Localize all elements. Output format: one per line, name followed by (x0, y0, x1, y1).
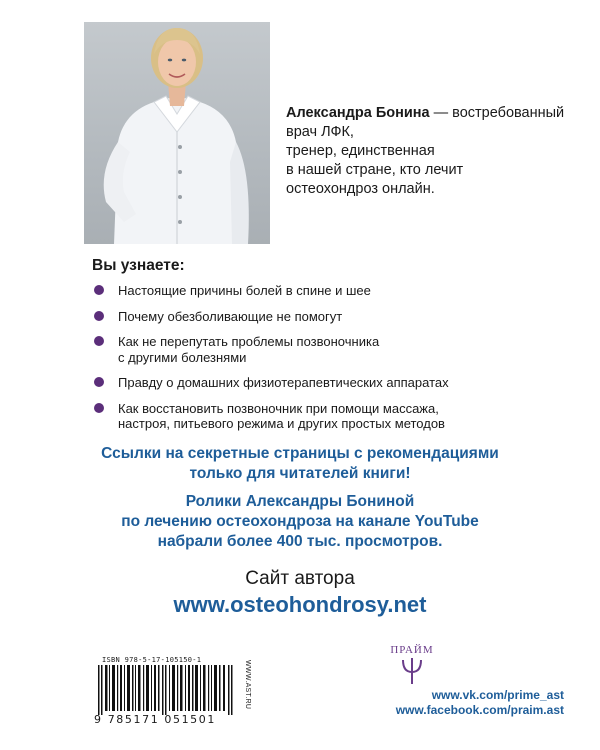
site-label: Сайт автора (245, 568, 355, 589)
barcode-icon (98, 665, 234, 715)
list-item: Настоящие причины болей в спине и шее (92, 283, 562, 299)
isbn-text: ISBN 978-5-17-105150-1 (102, 656, 202, 664)
list-item: Как не перепутать проблемы позвоночника с другими болезнями (92, 334, 562, 365)
bio-line-1: — востребованный врач ЛФК, (286, 105, 565, 140)
vk-link[interactable]: www.vk.com/prime_ast (431, 688, 564, 702)
bio-line-4: остеохондроз онлайн. (286, 181, 435, 197)
secret-pages-note: Ссылки на секретные страницы с рекомендациями только для читателей книги! (101, 445, 499, 482)
bullet-icon (94, 311, 104, 321)
author-bio (286, 104, 576, 199)
site-url-link[interactable]: www.osteohondrosy.net (173, 592, 427, 617)
publisher-links (334, 688, 564, 718)
bullet-icon (94, 377, 104, 387)
publisher-logo (372, 644, 452, 690)
bio-line-2: тренер, единственная (286, 143, 435, 159)
bullet-icon (94, 403, 104, 413)
bullet-icon (94, 285, 104, 295)
psi-icon (400, 656, 424, 686)
list-item: Как восстановить позвоночник при помощи массажа, настроя, питьевого режима и других простых методов (92, 401, 562, 432)
author-photo (84, 22, 270, 244)
facebook-link[interactable]: www.facebook.com/praim.ast (395, 703, 564, 717)
learn-heading: Вы узнаете: (92, 257, 185, 274)
publisher-name: ПРАЙМ (390, 644, 434, 656)
barcode-digits: 9 785171 051501 (94, 713, 216, 726)
youtube-note: Ролики Александры Бониной по лечению остеохондроза на канале YouTube набрали более 400 тыс. просмотров. (121, 493, 479, 550)
bio-line-3: в нашей стране, кто лечит (286, 162, 464, 178)
bullet-icon (94, 336, 104, 346)
list-item: Почему обезболивающие не помогут (92, 309, 562, 325)
author-name: Александра Бонина (286, 105, 430, 121)
list-item: Правду о домашних физиотерапевтических аппаратах (92, 375, 562, 391)
learn-list (92, 283, 562, 432)
publisher-site-vertical: WWW.AST.RU (244, 660, 251, 710)
author-photo-illustration (84, 22, 270, 244)
